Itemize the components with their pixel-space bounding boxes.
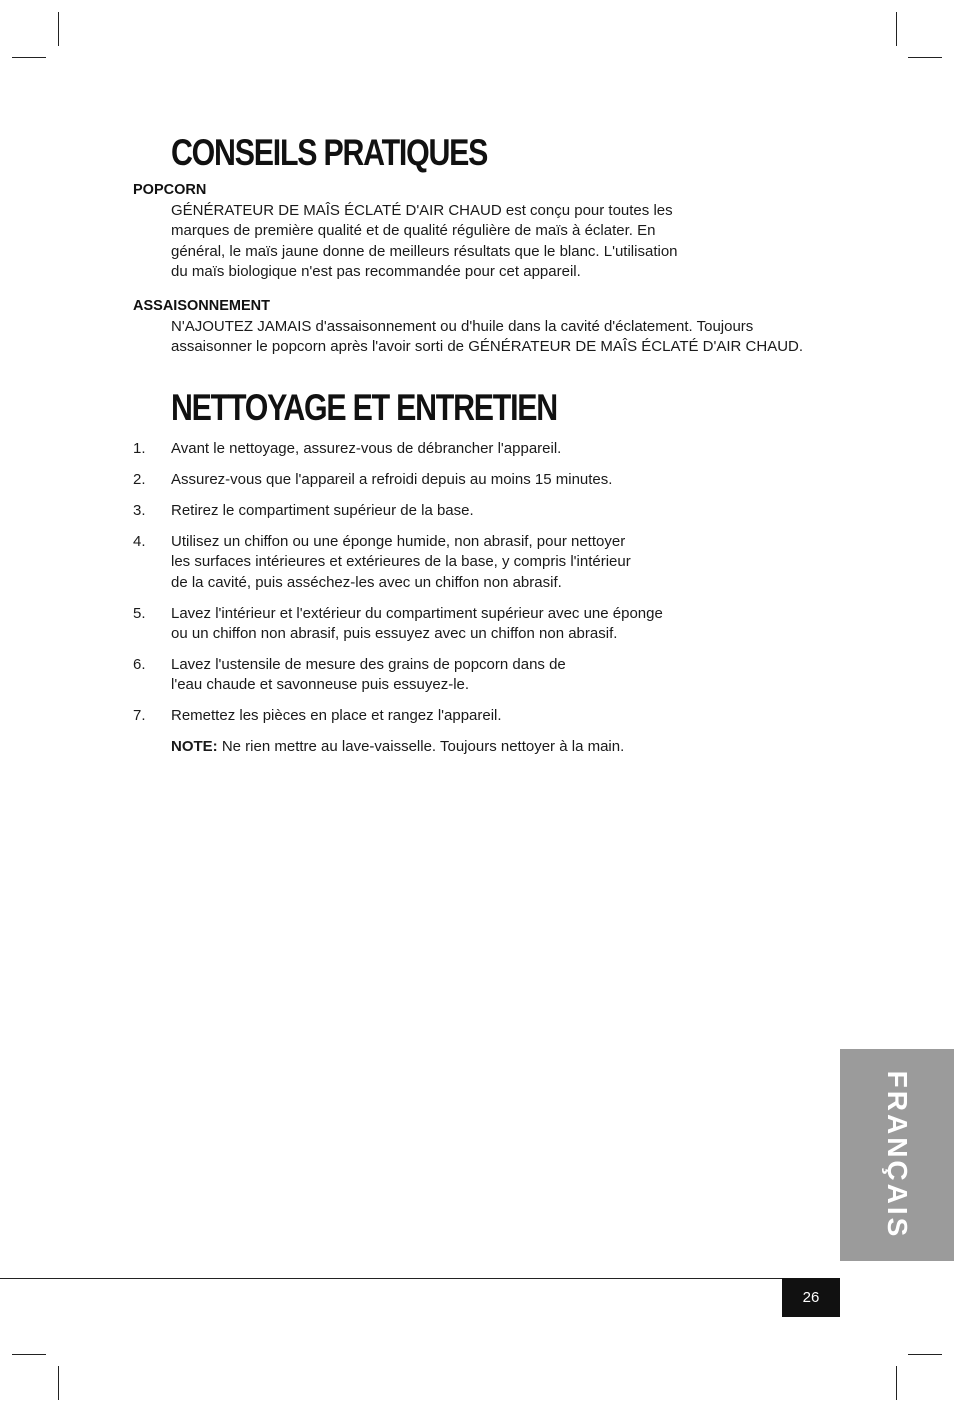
note xyxy=(171,737,624,757)
note-text: Ne rien mettre au lave-vaisselle. Toujours nettoyer à la main. xyxy=(217,738,625,755)
crop-mark xyxy=(58,1366,59,1400)
paragraph-line: assaisonner le popcorn après l'avoir sorti de GÉNÉRATEUR DE MAÎS ÉCLATÉ D'AIR CHAUD. xyxy=(171,338,804,356)
step-number: 3. xyxy=(133,502,146,519)
step-text: les surfaces intérieures et extérieures de la base, y compris l'intérieur xyxy=(171,553,631,571)
paragraph-line: du maïs biologique n'est pas recommandée pour cet appareil. xyxy=(171,263,581,281)
page-number: 26 xyxy=(782,1278,840,1317)
popcorn-heading: POPCORN xyxy=(133,182,207,198)
paragraph-line: N'AJOUTEZ JAMAIS d'assaisonnement ou d'huile dans la cavité d'éclatement. Toujours xyxy=(171,318,754,335)
crop-mark xyxy=(908,57,942,58)
step-number: 1. xyxy=(133,440,146,457)
step-text: Utilisez un chiffon ou une éponge humide, non abrasif, pour nettoyer xyxy=(171,533,626,550)
footer-rule xyxy=(0,1278,840,1279)
tips-title: CONSEILS PRATIQUES xyxy=(171,132,488,173)
note-label: NOTE: xyxy=(171,738,218,755)
step-text: l'eau chaude et savonneuse puis essuyez-le. xyxy=(171,676,470,694)
step-text: ou un chiffon non abrasif, puis essuyez avec un chiffon non abrasif. xyxy=(171,625,618,643)
step-text: Remettez les pièces en place et rangez l'appareil. xyxy=(171,707,502,724)
step-text: Retirez le compartiment supérieur de la base. xyxy=(171,502,474,519)
paragraph-line: marques de première qualité et de qualité régulière de maïs à éclater. En xyxy=(171,222,656,240)
crop-mark xyxy=(12,1354,46,1355)
paragraph-line: général, le maïs jaune donne de meilleurs résultats que le blanc. L'utilisation xyxy=(171,242,678,260)
paragraph-line: GÉNÉRATEUR DE MAÎS ÉCLATÉ D'AIR CHAUD est conçu pour toutes les xyxy=(171,202,673,219)
step-number: 5. xyxy=(133,605,146,622)
language-tab-label: FRANÇAIS xyxy=(882,1070,913,1240)
crop-mark xyxy=(58,12,59,46)
crop-mark xyxy=(896,12,897,46)
step-number: 7. xyxy=(133,707,146,724)
step-text: Assurez-vous que l'appareil a refroidi depuis au moins 15 minutes. xyxy=(171,471,613,488)
crop-mark xyxy=(896,1366,897,1400)
language-tab xyxy=(840,1049,954,1261)
popcorn-paragraph xyxy=(171,201,678,283)
step-text: de la cavité, puis asséchez-les avec un chiffon non abrasif. xyxy=(171,573,562,591)
step-number: 4. xyxy=(133,533,146,550)
cleaning-title: NETTOYAGE ET ENTRETIEN xyxy=(171,387,557,428)
step-text: Lavez l'intérieur et l'extérieur du compartiment supérieur avec une éponge xyxy=(171,605,663,622)
seasoning-paragraph xyxy=(171,317,803,358)
seasoning-heading: ASSAISONNEMENT xyxy=(133,298,270,314)
step-text: Lavez l'ustensile de mesure des grains de popcorn dans de xyxy=(171,656,566,673)
step-text: Avant le nettoyage, assurez-vous de débrancher l'appareil. xyxy=(171,440,562,457)
crop-mark xyxy=(12,57,46,58)
step-number: 2. xyxy=(133,471,146,488)
crop-mark xyxy=(908,1354,942,1355)
step-number: 6. xyxy=(133,656,146,673)
